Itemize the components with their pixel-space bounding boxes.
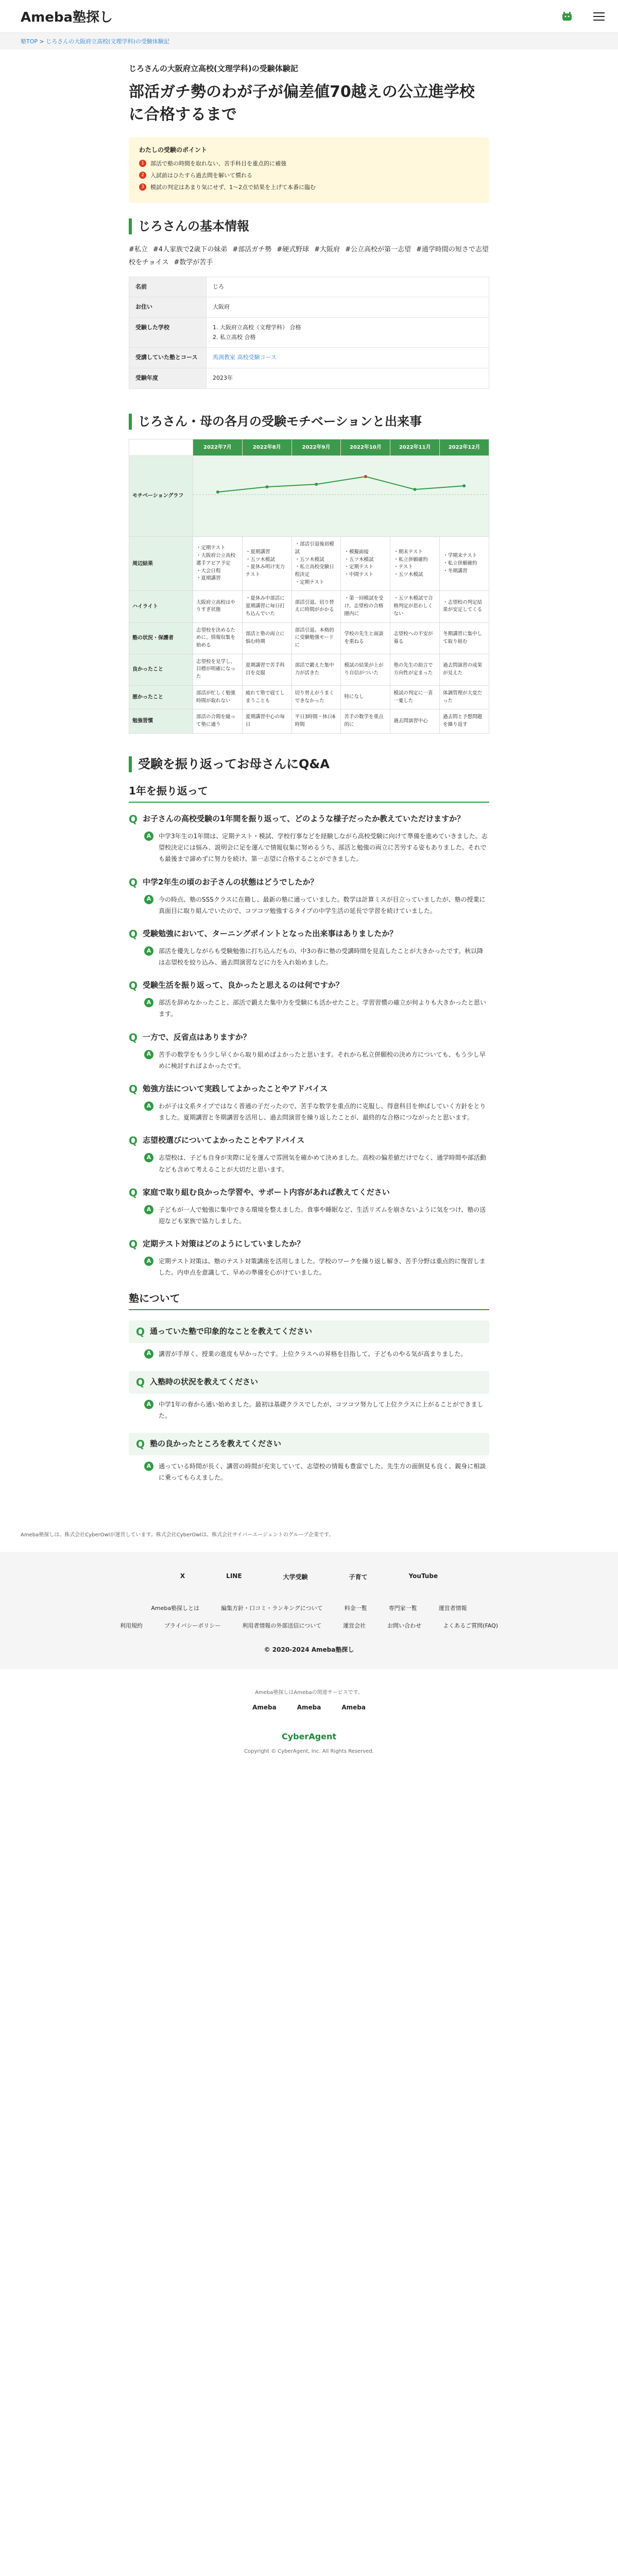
point-item — [139, 171, 479, 179]
footer-link[interactable]: よくあるご質問(FAQ) — [443, 1622, 499, 1630]
sns-link[interactable]: Ameba — [297, 1704, 321, 1711]
table-cell: 部活引退。本格的に受験勉強モードに — [291, 622, 341, 654]
row-label: ハイライト — [129, 591, 193, 622]
answer-icon: A — [144, 946, 153, 956]
table-cell: ・第一回模試を受け、志望校の合格圏内に — [341, 591, 390, 622]
table-cell: 志望校への不安が募る — [390, 622, 440, 654]
answer — [129, 1204, 489, 1227]
table-cell: 学校の先生と面談を重ねる — [341, 622, 390, 654]
table-cell: ・期末テスト ・私立併願確約 ・テスト ・五ツ木模試 — [390, 537, 440, 591]
row-value: 1. 大阪府立高校（文理学科） 合格 2. 私立高校 合格 — [207, 317, 489, 347]
monthly-table — [129, 439, 489, 734]
table-cell: ・夏期講習 ・五ツ木模試 ・夏休み明け実力テスト — [242, 537, 291, 591]
table-row — [129, 537, 489, 591]
question-text: 勉強方法について実践してよかったことやアドバイス — [143, 1084, 328, 1093]
answer-text: 通っている時間が長く、講習の時間が充実していて、志望校の情報も豊富でした。先生方の面倒見も良く、親身に相談に乗ってもらえました。 — [159, 1463, 486, 1482]
footer-icon-link[interactable]: LINE — [226, 1572, 242, 1580]
question — [129, 928, 489, 940]
basic-info-table — [129, 277, 489, 389]
answer-icon: A — [144, 998, 153, 1007]
question-text: お子さんの高校受験の1年間を振り返って、どのような様子だったか教えていただけますか？ — [143, 814, 465, 823]
answer-text: 今の時点、塾のSSSクラスに在籍し、最新の塾に通っていました。数学は計算ミスが目立っていましたが、塾の授業に真面目に取り組んでいたので、コツコツ勉強するタイプの中学生活の延長で学習を続けていました。 — [159, 895, 486, 914]
answer — [129, 831, 489, 865]
row-label: 良かったこと — [129, 654, 193, 685]
footer-icon-link[interactable]: X — [180, 1572, 185, 1580]
question-text: 通っていた塾で印象的なことを教えてください — [150, 1326, 313, 1336]
qa-heading: 受験を振り返ってお母さんにQ&A — [129, 756, 489, 772]
footer-links-secondary — [0, 1621, 618, 1630]
corner-cell — [129, 439, 193, 456]
tag[interactable]: #公立高校が第一志望 — [345, 246, 411, 254]
table-cell: ・学期末テスト ・私立併願確約 ・冬期講習 — [440, 537, 489, 591]
breadcrumb-home[interactable]: 塾TOP — [21, 38, 38, 45]
table-cell: ・夏休み中部活に夏期講習に毎日打ち込んでいた — [242, 591, 291, 622]
motivation-point — [266, 485, 269, 488]
qa-item — [129, 1433, 489, 1483]
answer-icon: A — [144, 1101, 153, 1111]
question-icon: Q — [136, 1438, 145, 1451]
point-number: 2 — [139, 172, 146, 179]
row-label: 受験した学校 — [129, 317, 207, 347]
point-text: 部活で塾の時間を取れない、苦手科目を重点的に補強 — [150, 160, 286, 167]
month-header: 2022年12月 — [440, 439, 489, 456]
table-cell: 塾の先生の助言で方向性が定まった — [390, 654, 440, 685]
tag[interactable]: #4人家族で2歳下の妹弟 — [152, 246, 228, 254]
point-number: 1 — [139, 160, 146, 167]
qa-item — [129, 979, 489, 1020]
question — [129, 1433, 489, 1455]
point-number: 3 — [139, 183, 146, 191]
breadcrumb-current[interactable]: じろさんの大阪府立高校(文理学科)の受験体験記 — [46, 38, 169, 45]
company-logo[interactable]: CyberAgent — [281, 1732, 337, 1742]
footer-icon-row — [0, 1572, 618, 1581]
row-label: 名前 — [129, 277, 207, 297]
row-label: 塾の状況・保護者 — [129, 622, 193, 654]
table-cell: 夏期講習中心の毎日 — [242, 709, 291, 733]
question — [129, 1238, 489, 1250]
question — [129, 1187, 489, 1199]
point-item — [139, 183, 479, 191]
tag[interactable]: #大阪府 — [314, 246, 340, 254]
row-label: 周辺結果 — [129, 537, 193, 591]
question — [129, 1134, 489, 1147]
row-label: 受験年度 — [129, 368, 207, 389]
question-icon: Q — [129, 1238, 138, 1251]
table-row — [129, 622, 489, 654]
tag[interactable]: #部活ガチ勢 — [232, 246, 272, 254]
table-cell: 志望校を見学し、目標が明確になった — [193, 654, 243, 685]
answer-text: わが子は文系タイプではなく普通の子だったので、苦手な数学を重点的に克服し、得意科目を伸ばしていく方針をとりました。夏期講習と冬期講習を活用し、過去問演習を繰り返したことが、最終的な合格につながったと思います。 — [159, 1103, 486, 1122]
footer-link[interactable]: 利用規約 — [119, 1622, 143, 1630]
answer-text: 定期テスト対策は、塾のテスト対策講座を活用しました。学校のワークを繰り返し解き、苦手分野は重点的に復習しました。内申点を意識して、早めの準備を心がけていました。 — [159, 1258, 486, 1277]
question — [129, 1083, 489, 1095]
footer-link[interactable]: 専門家一覧 — [388, 1605, 417, 1612]
table-cell: 平日3時間・休日6時間 — [291, 709, 341, 733]
qa-item — [129, 813, 489, 865]
answer — [129, 1461, 489, 1483]
answer — [129, 945, 489, 968]
juku-list — [129, 1320, 489, 1484]
hero-subtitle: じろさんの大阪府立高校(文理学科)の受験体験記 — [129, 64, 298, 73]
answer-text: 中学1年の春から通い始めました。最初は基礎クラスでしたが、コツコツ努力して上位クラスに上がることができました。 — [159, 1400, 484, 1419]
motivation-row — [129, 456, 489, 537]
month-header: 2022年7月 — [193, 439, 243, 456]
month-header: 2022年10月 — [341, 439, 390, 456]
question-icon: Q — [129, 876, 138, 889]
answer-text: 苦手の数学をもう少し早くから取り組めばよかったと思います。それから私立併願校の決め方についても、もう少し早めに検討すればよかったです。 — [159, 1050, 486, 1070]
table-cell: 過去問演習中心 — [390, 709, 440, 733]
footer-link[interactable]: 運営会社 — [343, 1622, 366, 1630]
question-icon: Q — [129, 1186, 138, 1199]
qa-item — [129, 1134, 489, 1175]
question-icon: Q — [129, 1083, 138, 1095]
company-copyright: Copyright © CyberAgent, Inc. All Rights Reserved. — [244, 1749, 374, 1755]
row-label: モチベーショングラフ — [129, 456, 193, 537]
table-cell: 模試の判定に一喜一憂した — [390, 685, 440, 709]
table-cell: 部活と塾の両立に悩む時期 — [242, 622, 291, 654]
motivation-point — [462, 484, 466, 487]
answer-icon: A — [144, 832, 153, 841]
row-label: 勉強習慣 — [129, 709, 193, 733]
table-cell: 疲れて塾で寝てしまうことも — [242, 685, 291, 709]
question-icon: Q — [129, 979, 138, 992]
sns-link[interactable]: Ameba — [341, 1704, 366, 1711]
question — [129, 1320, 489, 1343]
point-text: 模試の判定はあまり気にせず、1～2点で結果を上げて本番に臨む — [150, 184, 316, 191]
table-cell: 大阪府立高校はやりすぎ状態 — [193, 591, 243, 622]
motivation-graph — [193, 456, 489, 537]
qa-item — [129, 1083, 489, 1123]
monthly-heading: じろさん・母の各月の受験モチベーションと出来事 — [129, 414, 489, 430]
table-cell: 過去問と予想問題を繰り返す — [440, 709, 489, 733]
question-icon: Q — [129, 812, 138, 825]
basic-info-heading: じろさんの基本情報 — [129, 218, 489, 234]
menu-icon[interactable] — [592, 10, 606, 23]
row-label: 受講していた塾とコース — [129, 348, 207, 368]
qa-item — [129, 1187, 489, 1227]
question-text: 入塾時の状況を教えてください — [150, 1377, 259, 1386]
question — [129, 1031, 489, 1044]
footer-icon-link[interactable]: 子育て — [349, 1573, 368, 1581]
table-cell: ・五ツ木模試で合格判定が思わしくない — [390, 591, 440, 622]
question — [129, 876, 489, 889]
sns-link[interactable]: Ameba — [252, 1704, 277, 1711]
tag[interactable]: #私立 — [129, 246, 148, 254]
question-icon: Q — [129, 927, 138, 940]
table-cell: 冬期講習に集中して取り組む — [440, 622, 489, 654]
row-value: 2023年 — [207, 368, 489, 389]
row-label: 悪かったこと — [129, 685, 193, 709]
qa-item — [129, 1371, 489, 1421]
qa-item — [129, 928, 489, 968]
sub-footer-note: Ameba塾探しはAmebaの関連サービスです。 — [255, 1690, 363, 1696]
tag[interactable]: #数学が苦手 — [174, 258, 213, 266]
table-cell: 体調管理が大変だった — [440, 685, 489, 709]
question-icon: Q — [136, 1325, 145, 1338]
juku-heading: 塾について — [129, 1290, 489, 1310]
table-cell: 部活が忙しく勉強時間が取れない — [193, 685, 243, 709]
question — [129, 1371, 489, 1394]
question-text: 受験勉強において、ターニングポイントとなった出来事はありましたか？ — [143, 928, 398, 938]
table-row — [129, 317, 489, 347]
answer — [129, 997, 489, 1020]
table-cell: 切り替えがうまくできなかった — [291, 685, 341, 709]
table-row — [129, 277, 489, 297]
row-value[interactable]: 馬渕教室 高校受験コース — [207, 348, 489, 368]
month-header-row — [129, 439, 489, 456]
table-cell: 夏期講習で苦手科目を克服 — [242, 654, 291, 685]
point-item — [139, 159, 479, 167]
month-header: 2022年11月 — [390, 439, 440, 456]
tag[interactable]: #硬式野球 — [277, 246, 310, 254]
answer — [129, 1256, 489, 1278]
page-title: 部活ガチ勢のわが子が偏差値70越えの公立進学校に合格するまで — [129, 83, 475, 124]
row-value: 大阪府 — [207, 297, 489, 318]
table-cell: ・定期テスト ・大阪府公立高校選手アピア予定 ・大会日程 ・夏期講習 — [193, 537, 243, 591]
motivation-point — [315, 483, 318, 486]
question-text: 受験生活を振り返って、良かったと思えるのは何ですか？ — [143, 980, 344, 990]
table-cell: 部活引退。切り替えに時間がかかる — [291, 591, 341, 622]
qa-list — [129, 813, 489, 1279]
footer-link[interactable]: Ameba塾探しとは — [151, 1605, 200, 1612]
row-value: じろ — [207, 277, 489, 297]
table-cell: ・部活引退後初模試 ・五ツ木模試 ・私立高校受験日程決定 ・定期テスト — [291, 537, 341, 591]
answer-icon: A — [144, 1462, 153, 1471]
question-text: 塾の良かったところを教えてください — [150, 1439, 282, 1449]
table-cell: ・模擬面接 ・五ツ木模試 ・定期テスト ・中間テスト — [341, 537, 390, 591]
answer-icon: A — [144, 1153, 153, 1162]
footer-link[interactable]: 編集方針・口コミ・ランキングについて — [221, 1605, 323, 1612]
sub-footer — [0, 1669, 618, 1770]
answer-text: 講習が手厚く、授業の進度も早かったです。上位クラスへの昇格を目指して、子どものやる気が高まりました。 — [159, 1350, 467, 1358]
site-header — [0, 0, 618, 33]
table-cell: 過去問演習の成果が見えた — [440, 654, 489, 685]
motivation-point — [216, 490, 219, 494]
answer — [129, 1152, 489, 1175]
table-cell: 部活の合間を縫って塾に通う — [193, 709, 243, 733]
motivation-point — [414, 488, 417, 491]
qa-item — [129, 1031, 489, 1072]
footer-link[interactable]: プライバシーポリシー — [164, 1622, 221, 1630]
footer-link[interactable]: 利用者情報の外部送信について — [242, 1622, 322, 1630]
row-label: お住い — [129, 297, 207, 318]
answer-text: 子どもが一人で勉強に集中できる環境を整えました。食事や睡眠など、生活リズムを崩さないように気をつけ、塾の送迎なども家族で協力しました。 — [159, 1206, 486, 1225]
answer — [129, 1348, 489, 1360]
tag[interactable]: #通学時間の短さで志望校をチョイス — [129, 246, 489, 266]
answer-icon: A — [144, 1400, 153, 1409]
footer-links-primary — [0, 1604, 618, 1612]
table-cell: 志望校を決めるために、情報収集を始める — [193, 622, 243, 654]
motivation-point — [364, 475, 367, 478]
table-row — [129, 709, 489, 733]
question-icon: Q — [129, 1031, 138, 1044]
header-icons — [560, 10, 606, 23]
site-logo[interactable]: Ameba塾探し — [21, 10, 113, 25]
footer-link[interactable]: お問い合わせ — [387, 1622, 422, 1630]
sns-row — [0, 1704, 618, 1711]
answer — [129, 1100, 489, 1123]
answer-text: 中学3年生の1年間は、定期テスト・模試、学校行事などを経験しながら高校受験に向けて準備を進めていきました。志望校決定には悩み、説明会に足を運んで情報収集に努めるうち、部活と勉強の両立に苦労する姿もありました。それでも最後まで諦めずに努力を続け、第一志望に合格することができました。 — [159, 832, 488, 863]
qa-item — [129, 1238, 489, 1278]
month-header: 2022年9月 — [291, 439, 341, 456]
table-row — [129, 685, 489, 709]
answer-text: 部活を優先しながらも受験勉強に打ち込んだもの、中3の春に塾の受講時間を見直したことが大きかったです。秋以降は志望校を絞り込み、過去問演習などに力を入れ始めました。 — [159, 947, 484, 967]
table-row — [129, 654, 489, 685]
answer-icon: A — [144, 1349, 153, 1359]
disclaimer: Ameba塾探しは、株式会社CyberOwlが運営しています。株式会社CyberOwlは、株式会社サイバーエージェントのグループ企業です。 — [21, 1532, 334, 1538]
table-row — [129, 591, 489, 622]
table-cell: 特になし — [341, 685, 390, 709]
motivation-line — [218, 477, 464, 492]
point-text: 入試前はひたすら過去問を解いて慣れる — [150, 172, 252, 179]
breadcrumb: 塾TOP > じろさんの大阪府立高校(文理学科)の受験体験記 — [0, 33, 618, 49]
qa-subheading: 1年を振り返って — [129, 783, 489, 803]
answer-icon: A — [144, 1050, 153, 1059]
motivation-chart — [193, 456, 489, 533]
footer-link[interactable]: 料金一覧 — [344, 1605, 367, 1612]
answer-icon: A — [144, 1205, 153, 1214]
question — [129, 813, 489, 825]
answer-text: 部活を辞めなかったこと、部活で鍛えた集中力を受験にも活かせたこと。学習習慣の確立が何よりも大きかったと思います。 — [159, 999, 487, 1018]
tag-list — [129, 244, 489, 269]
question-text: 一方で、反省点はありますか？ — [143, 1032, 251, 1042]
qa-item — [129, 876, 489, 917]
question-text: 家庭で取り組む良かった学習や、サポート内容があれば教えてください — [143, 1187, 390, 1197]
month-header: 2022年8月 — [242, 439, 291, 456]
question-text: 中学2年生の頃のお子さんの状態はどうでしたか？ — [143, 877, 318, 887]
table-row — [129, 348, 489, 368]
table-cell: 模試の結果が上がり自信がついた — [341, 654, 390, 685]
points-box — [129, 137, 489, 203]
site-footer — [0, 1552, 618, 1669]
footer-link[interactable]: 運営者情報 — [438, 1605, 467, 1612]
main-content — [129, 49, 489, 1510]
footer-icon-link[interactable]: YouTube — [408, 1572, 438, 1580]
answer — [129, 894, 489, 917]
question-icon: Q — [136, 1376, 145, 1388]
answer-text: 志望校は、子ども自身が実際に足を運んで雰囲気を確かめて決めました。高校の偏差値だけでなく、通学時間や部活動なども含めて考えることが大切だと思います。 — [159, 1154, 486, 1173]
answer-icon: A — [144, 1257, 153, 1266]
copyright: © 2020-2024 Ameba塾探し — [264, 1646, 354, 1654]
qa-item — [129, 1320, 489, 1360]
footer-icon-link[interactable]: 大学受験 — [283, 1573, 308, 1581]
answer — [129, 1399, 489, 1421]
table-cell: 部活で鍛えた集中力が活きた — [291, 654, 341, 685]
question-text: 定期テスト対策はどのようにしていましたか？ — [143, 1239, 305, 1249]
table-cell: 苦手の数学を重点的に — [341, 709, 390, 733]
question — [129, 979, 489, 992]
table-cell: ・志望校の判定結果が安定してくる — [440, 591, 489, 622]
user-icon[interactable] — [560, 10, 574, 23]
points-title: わたしの受験のポイント — [139, 146, 208, 154]
table-row — [129, 297, 489, 318]
answer — [129, 1049, 489, 1072]
question-icon: Q — [129, 1134, 138, 1147]
question-text: 志望校選びについてよかったことやアドバイス — [143, 1136, 305, 1145]
table-row — [129, 368, 489, 389]
answer-icon: A — [144, 895, 153, 904]
